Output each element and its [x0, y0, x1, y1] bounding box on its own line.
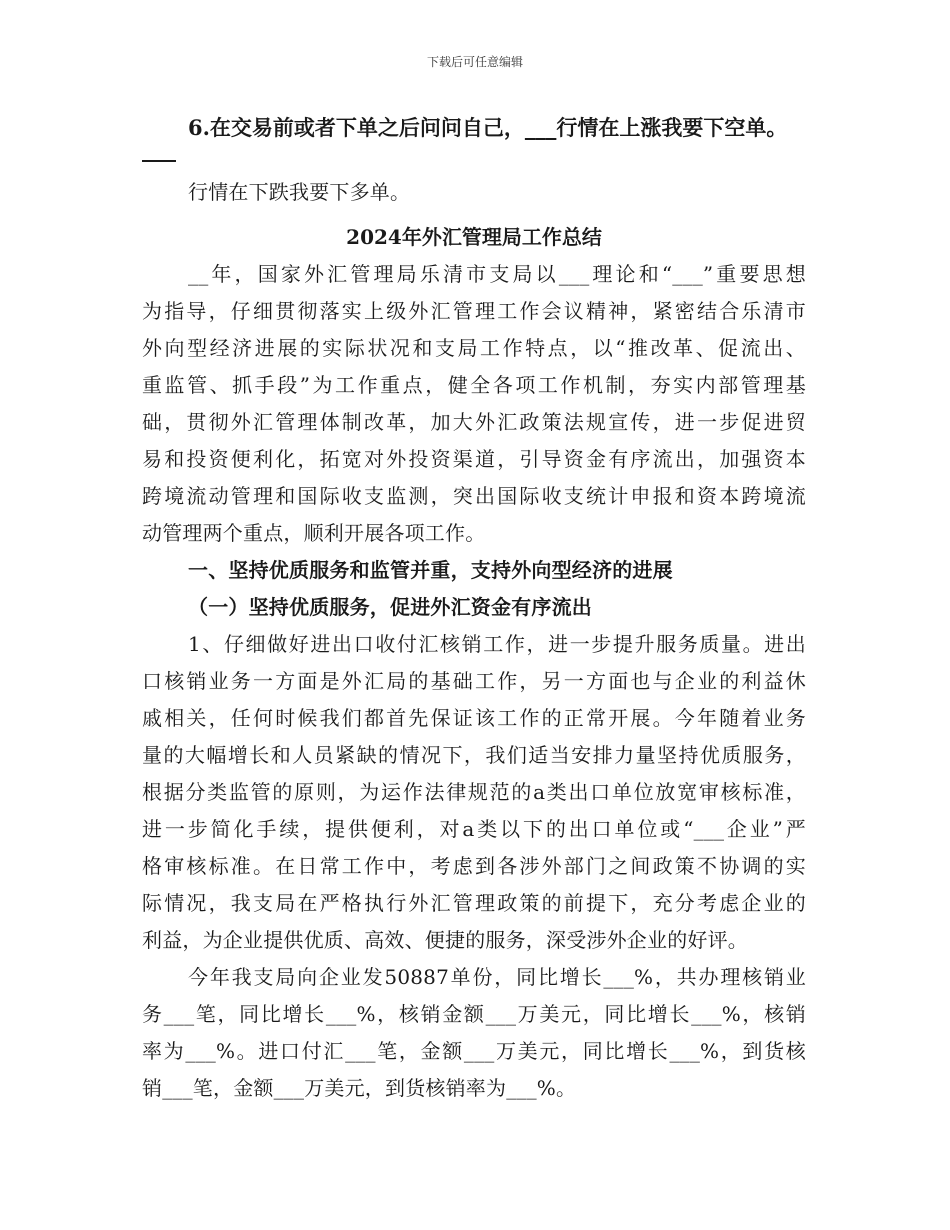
intro-line: 动管理两个重点，顺利开展各项工作。: [142, 521, 486, 545]
question-6-line-1: 6.在交易前或者下单之后问问自己，___行情在上涨我要下空单。: [188, 115, 788, 140]
paragraph-line: 进一步简化手续，提供便利，对a类以下的出口单位或“___企业”严: [142, 817, 806, 841]
intro-line: 跨境流动管理和国际收支监测，突出国际收支统计申报和资本跨境流: [142, 484, 806, 508]
subsection-heading-1: （一）坚持优质服务，促进外汇资金有序流出: [188, 595, 592, 619]
paragraph-line: 销___笔，金额___万美元，到货核销率为___%。: [142, 1076, 577, 1100]
intro-line: 外向型经济进展的实际状况和支局工作特点，以“推改革、促流出、: [142, 336, 806, 360]
paragraph-line: 根据分类监管的原则，为运作法律规范的a类出口单位放宽审核标准，: [142, 780, 806, 804]
intro-line: 重监管、抓手段”为工作重点，健全各项工作机制，夯实内部管理基: [142, 373, 806, 397]
document-title: 2024年外汇管理局工作总结: [346, 225, 602, 249]
paragraph-line: 际情况，我支局在严格执行外汇管理政策的前提下，充分考虑企业的: [142, 891, 806, 915]
dash-mark: [142, 148, 806, 174]
paragraph-line: 口核销业务一方面是外汇局的基础工作，另一方面也与企业的利益休: [142, 669, 806, 693]
paragraph-line: 格审核标准。在日常工作中，考虑到各涉外部门之间政策不协调的实: [142, 854, 806, 878]
paragraph-line: 量的大幅增长和人员紧缺的情况下，我们适当安排力量坚持优质服务，: [142, 743, 806, 767]
paragraph-line: 1、仔细做好进出口收付汇核销工作，进一步提升服务质量。进出: [188, 632, 806, 656]
paragraph-1: [142, 626, 806, 959]
section-heading-1: 一、坚持优质服务和监管并重，支持外向型经济的进展: [188, 558, 673, 582]
intro-line: 础，贯彻外汇管理体制改革，加大外汇政策法规宣传，进一步促进贸: [142, 410, 806, 434]
paragraph-line: 今年我支局向企业发50887单份，同比增长___%，共办理核销业: [188, 965, 806, 989]
paragraph-2: [142, 959, 806, 1107]
paragraph-line: 利益，为企业提供优质、高效、便捷的服务，深受涉外企业的好评。: [142, 928, 748, 952]
intro-paragraph: [142, 256, 806, 552]
document-body: [142, 108, 806, 1107]
intro-line: 为指导，仔细贯彻落实上级外汇管理工作会议精神，紧密结合乐清市: [142, 299, 806, 323]
question-6-line-2: 行情在下跌我要下多单。: [188, 180, 411, 204]
paragraph-line: 率为___%。进口付汇___笔，金额___万美元，同比增长___%，到货核: [142, 1039, 806, 1063]
paragraph-line: 务___笔，同比增长___%，核销金额___万美元，同比增长___%，核销: [142, 1002, 806, 1026]
intro-line: 易和投资便利化，拓宽对外投资渠道，引导资金有序流出，加强资本: [142, 447, 806, 471]
page-header: 下载后可任意编辑: [426, 55, 523, 69]
paragraph-line: 戚相关，任何时候我们都首先保证该工作的正常开展。今年随着业务: [142, 706, 806, 730]
intro-line: __年，国家外汇管理局乐清市支局以___理论和“___”重要思想: [188, 262, 806, 286]
